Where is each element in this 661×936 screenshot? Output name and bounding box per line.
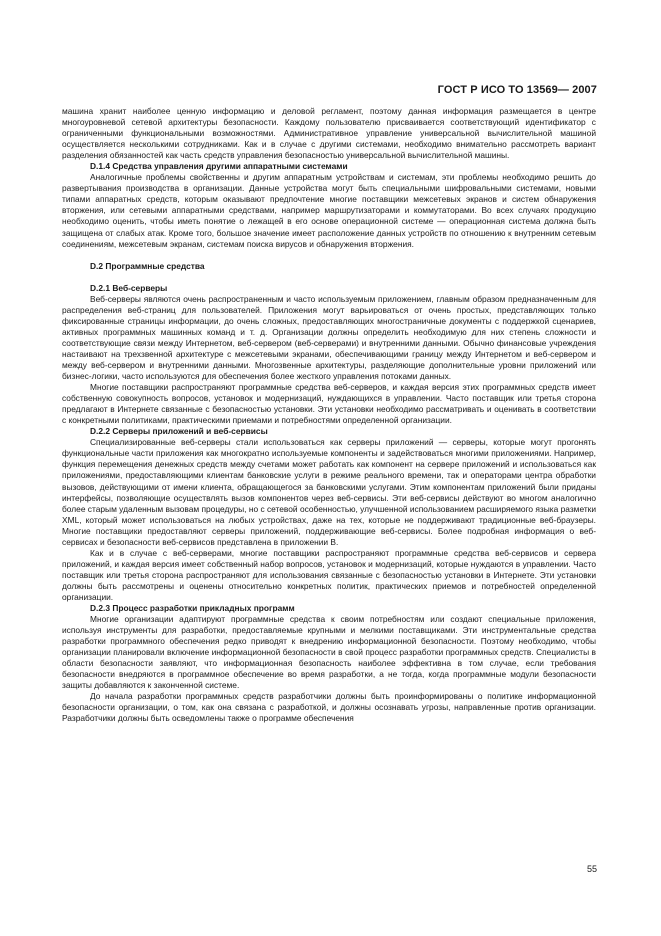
document-header: ГОСТ Р ИСО ТО 13569— 2007	[437, 84, 597, 96]
document-body	[62, 106, 596, 725]
paragraph-intro: машина хранит наиболее ценную информацию и деловой регламент, поэтому данная информация размещается в центре многоуровневой сетевой архитектуры безопасности. Каждому пользователю присваивается соответствующий идентификатор с ограниченными функциональными возможностями. Административное управление универсальной вычислительной машиной осуществляется несколькими сотрудниками. Как и в случае с другими системами, необходимо внимательно рассмотреть вариант разделения обязанностей как часть средств управления безопасностью универсальной вычислительной машины.	[62, 106, 596, 161]
section-heading-d23: D.2.3 Процесс разработки прикладных программ	[90, 603, 295, 614]
paragraph-d23-2: До начала разработки программных средств разработчики должны быть проинформированы о политике информационной безопасности организации, о том, как она связана с разработкой, и должны осознавать угрозы, направленные против организации. Разработчики должны быть осведомлены также о программе обеспечения	[62, 691, 596, 724]
paragraph-d14: Аналогичные проблемы свойственны и другим аппаратным устройствам и системам, эти проблемы необходимо решить до развертывания производства в организации. Данные устройства могут быть специальными шифровальными системами, новыми типами аппаратных средств, которым оказывают предпочтение многие поставщики межсетевых экранов и систем обнаружения вторжения, или сетевыми аппаратными средствами, например маршрутизаторами и коммутаторами. Во всех случаях продукцию необходимо оценить, чтобы иметь понятие о лежащей в его основе операционной системе — операционная система должна быть защищена от слабых атак. Кроме того, большое значение имеет расположение данных устройств по отношению к внутренним сетевым соединениям, межсетевым экранам, системам поиска вирусов и обнаружения вторжения.	[62, 172, 596, 249]
section-heading-d22: D.2.2 Серверы приложений и веб-сервисы	[90, 426, 268, 437]
paragraph-d21-1: Веб-серверы являются очень распространенным и часто используемым приложением, главным образом предназначенным для распределения веб-страниц для пользователей. Приложения могут варьироваться от очень простых, представляющих только фиксированные страницы информации, до очень сложных, предоставляющих многостраничные документы с поддержкой сценариев, активных программных машинных команд и т. д. Организации должны определить необходимую для них степень сложности и соответствующие связи между Интернетом, веб-сервером (веб-серверами) и внутренними данными. Обычно финансовые учреждения настаивают на трехзвенной архитектуре с межсетевыми экранами, обеспечивающими границу между Интернетом и веб-сервером и между веб-сервером и внутренними данными. Многозвенные архитектуры, разделяющие дополнительные уровни приложений или бизнес-логики, часто используются для обеспечения более жесткого управления потоками данных.	[62, 293, 596, 382]
section-heading-d14: D.1.4 Средства управления другими аппаратными системами	[90, 161, 348, 172]
section-heading-d2: D.2 Программные средства	[90, 260, 205, 271]
paragraph-d22-2: Как и в случае с веб-серверами, многие поставщики распространяют программные средства веб-сервисов и сервера приложений, и каждая версия имеет собственный набор вопросов, установок и модернизаций, которые нуждаются в управлении. Часто поставщик или третья сторона распространяют для использования связанные с безопасностью установки в Интернете. Эти установки должны быть рассмотрены и оценены относительно конкретных политик, практических приемов и потребностей определенной организации.	[62, 547, 596, 602]
paragraph-d23-1: Многие организации адаптируют программные средства к своим потребностям или создают специальные приложения, используя инструменты для разработки, предоставляемые крупными и мелкими поставщиками. Эти инструментальные средства разработки программного обеспечения редко приводят к внедрению информационной безопасности. Поэтому необходимо, чтобы организации планировали включение информационной безопасности в свой процесс разработки программных средств. Специалисты в области безопасности заявляют, что информационная безопасность наиболее эффективна в том случае, если требования безопасности внедряются в программное обеспечение во время разработки, а не тогда, когда программные модули безопасности защиты добавляются к законченной системе.	[62, 614, 596, 691]
page-number: 55	[586, 864, 597, 874]
paragraph-d22-1: Специализированные веб-серверы стали использоваться как серверы приложений — серверы, которые могут прогонять функциональные части приложения как многократно используемые компоненты и задействоваться многими приложениями. Например, функция перемещения денежных средств между счетами может работать как компонент на сервере приложений и использоваться как приложениями, предоставляющими клиентам банковские услуги в режиме реального времени, так и операторами центра обработки вызовов, действующими от имени клиента, обращающегося за банковскими услугами. Этим компонентам приложений были приданы интерфейсы, позволяющие осуществлять вызов компонентов через веб-сервисы. Эти веб-сервисы действуют во многом аналогично более старым удаленным вызовам процедуры, но с сетевой особенностью, улучшенной использованием расширяемого языка разметки XML, который может использоваться на любых устройствах, даже на тех, которые не поддерживают традиционные веб-браузеры. Многие поставщики предоставляют серверы приложений, поддерживающие веб-сервисы. Более подробная информация о веб-сервисах и безопасности веб-сервисов представлена в приложении В.	[62, 437, 596, 547]
paragraph-d21-2: Многие поставщики распространяют программные средства веб-серверов, и каждая версия этих программных средств имеет собственную совокупность вопросов, установок и модернизаций, нуждающихся в управлении. Часто поставщик или третья сторона предлагают в Интернете связанные с безопасностью установки. Эти установки необходимо рассматривать и оценивать в соответствии с конкретными политиками, практическими приемами и потребностями определенной организации.	[62, 382, 596, 426]
section-heading-d21: D.2.1 Веб-серверы	[90, 282, 168, 293]
